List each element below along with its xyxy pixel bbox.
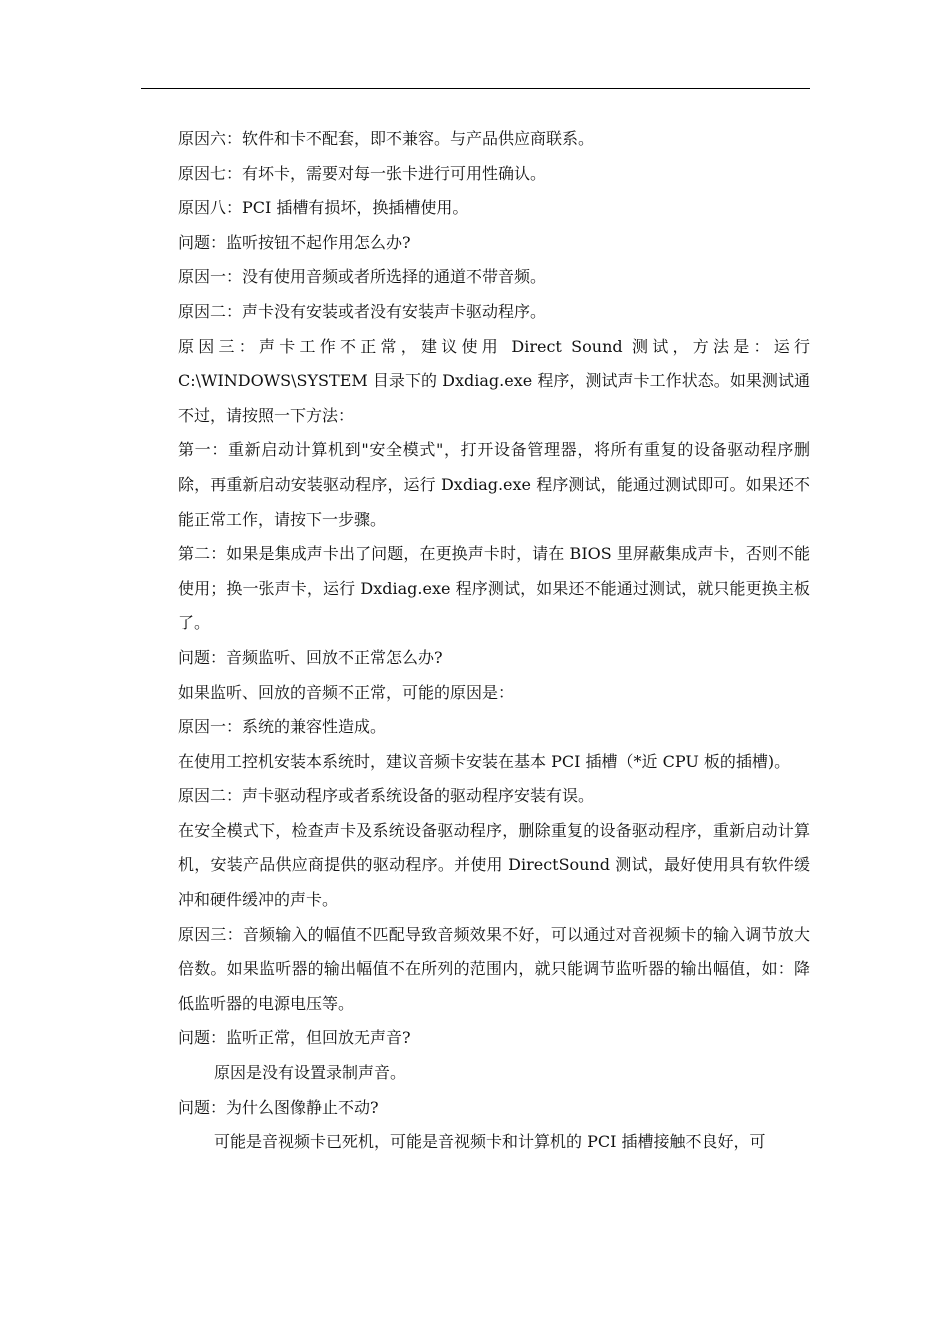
paragraph-possible-causes: 如果监听、回放的音频不正常，可能的原因是： [178, 682, 515, 702]
paragraph-cause-8: 原因八：PCI 插槽有损坏，换插槽使用。 [178, 198, 469, 218]
paragraph-cause-1-compat: 原因一：系统的兼容性造成。 [178, 717, 387, 737]
paragraph-cause-3-amplitude: 原因三：音频输入的幅值不匹配导致音频效果不好，可以通过对音视频卡的输入调节放大倍数。如果监听器的输出幅值不在所列的范围内，就只能调节监听器的输出幅值，如：降低监听器的电源电压等。 [178, 924, 810, 1013]
paragraph-driver-detail: 在安全模式下，检查声卡及系统设备驱动程序，删除重复的设备驱动程序，重新启动计算机，安装产品供应商提供的驱动程序。并使用 DirectSound 测试，最好使用具有软件缓冲和硬件缓冲的声卡。 [178, 820, 810, 910]
paragraph-cause-6: 原因六：软件和卡不配套，即不兼容。与产品供应商联系。 [178, 129, 595, 148]
question-no-playback-sound: 问题：监听正常，但回放无声音? [178, 1028, 411, 1048]
question-frozen-image: 问题：为什么图像静止不动? [178, 1097, 379, 1117]
paragraph-step-2: 第二：如果是集成声卡出了问题，在更换声卡时，请在 BIOS 里屏蔽集成声卡，否则不能使用；换一张声卡，运行 Dxdiag.exe 程序测试，如果还不能通过测试，就只能更换主板了。 [178, 544, 810, 633]
paragraph-cause-1: 原因一：没有使用音频或者所选择的通道不带音频。 [178, 267, 547, 287]
question-monitor-button: 问题：监听按钮不起作用怎么办? [178, 232, 411, 252]
paragraph-frozen-cause: 可能是音视频卡已死机，可能是音视频卡和计算机的 PCI 插槽接触不良好，可 [214, 1132, 766, 1152]
paragraph-no-record-setting: 原因是没有设置录制声音。 [214, 1063, 407, 1083]
document-body [178, 122, 810, 1160]
header-rule [141, 88, 810, 89]
paragraph-cause-2-driver: 原因二：声卡驱动程序或者系统设备的驱动程序安装有误。 [178, 786, 595, 806]
paragraph-cause-2: 原因二：声卡没有安装或者没有安装声卡驱动程序。 [178, 301, 547, 321]
question-audio-playback: 问题：音频监听、回放不正常怎么办? [178, 647, 443, 667]
paragraph-compat-detail: 在使用工控机安装本系统时，建议音频卡安装在基本 PCI 插槽（*近 CPU 板的插槽)。 [178, 751, 791, 771]
paragraph-step-1: 第一：重新启动计算机到"安全模式"，打开设备管理器，将所有重复的设备驱动程序删除，再重新启动安装驱动程序，运行 Dxdiag.exe 程序测试，能通过测试即可。如果还不能正常工作，请按下一步骤。 [178, 440, 810, 529]
paragraph-cause-3: 原因三：声卡工作不正常，建议使用 Direct Sound 测试，方法是：运行 C:\WINDOWS\SYSTEM 目录下的 Dxdiag.exe 程序，测试声卡工作状态。如果测试通不过，请按照一下方法： [178, 336, 810, 425]
paragraph-cause-7: 原因七：有坏卡，需要对每一张卡进行可用性确认。 [178, 163, 547, 183]
